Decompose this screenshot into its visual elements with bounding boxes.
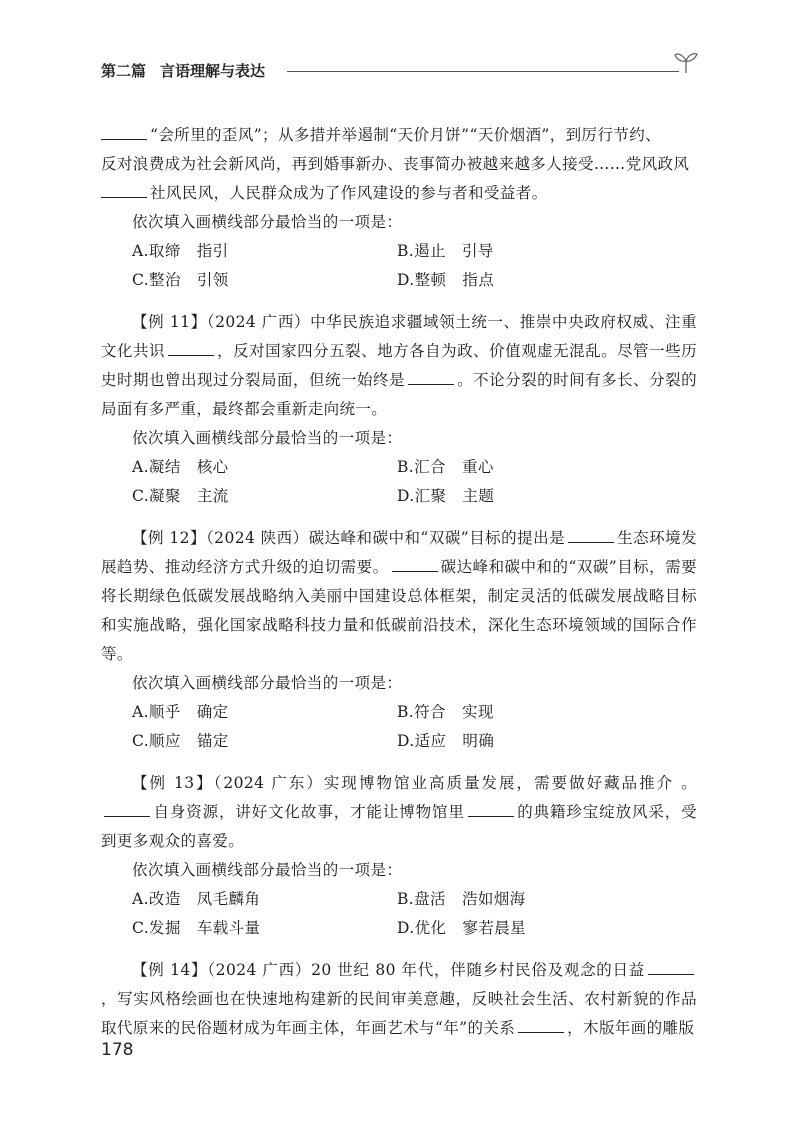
question-13 bbox=[101, 769, 697, 943]
option-c[interactable]: C.整治 引领 bbox=[132, 271, 229, 289]
fill-blank bbox=[104, 801, 150, 817]
question-prompt: 依次填入画横线部分最恰当的一项是： bbox=[132, 674, 403, 692]
fill-blank bbox=[392, 556, 438, 572]
option-a[interactable]: A.顺乎 确定 bbox=[132, 703, 229, 721]
question-prompt: 依次填入画横线部分最恰当的一项是： bbox=[132, 213, 403, 231]
option-b[interactable]: B.遏止 引导 bbox=[397, 242, 494, 260]
option-d[interactable]: D.优化 寥若晨星 bbox=[397, 919, 527, 937]
option-a[interactable]: A.改造 凤毛麟角 bbox=[132, 890, 261, 908]
running-header bbox=[101, 50, 701, 90]
question-stem: 【例 12】（2024 陕西）碳达峰和碳中和“双碳”目标的提出是 生态环境发展趋势、推动经济方式升级的迫切需要。 碳达峰和碳中和的“双碳”目标，需要将长期绿色低碳发展战略纳入美丽中国建设总体框架，制定灵活的低碳发展战略目标和实施战略，强化国家战略科技力量和低碳前沿技术，深化生态环境领域的国际合作等。 bbox=[101, 529, 697, 663]
option-d[interactable]: D.适应 明确 bbox=[397, 732, 495, 750]
page-number: 178 bbox=[101, 1040, 134, 1060]
option-c[interactable]: C.发掘 车载斗量 bbox=[132, 919, 261, 937]
fill-blank bbox=[168, 340, 214, 356]
fill-blank bbox=[101, 124, 147, 140]
header-title bbox=[101, 60, 265, 81]
fill-blank bbox=[648, 959, 694, 975]
question-prompt: 依次填入画横线部分最恰当的一项是： bbox=[132, 429, 403, 447]
paragraph: 社风民风，人民群众成为了作风建设的参与者和受益者。 bbox=[101, 179, 697, 208]
option-b[interactable]: B.符合 实现 bbox=[397, 703, 494, 721]
option-a[interactable]: A.取缔 指引 bbox=[132, 242, 229, 260]
question-intro bbox=[101, 121, 697, 295]
header-part: 第二篇 bbox=[101, 62, 147, 80]
option-c[interactable]: C.凝聚 主流 bbox=[132, 487, 229, 505]
fill-blank bbox=[468, 801, 514, 817]
question-14 bbox=[101, 956, 697, 1043]
options bbox=[101, 698, 697, 756]
header-rule bbox=[287, 71, 679, 72]
question-12 bbox=[101, 524, 697, 756]
paragraph: “会所里的歪风”；从多措并举遏制“天价月饼”“天价烟酒”，到厉行节约、 bbox=[101, 121, 697, 150]
question-11 bbox=[101, 308, 697, 511]
header-chapter-title: 言语理解与表达 bbox=[160, 62, 266, 80]
options bbox=[101, 237, 697, 295]
option-d[interactable]: D.汇聚 主题 bbox=[397, 487, 495, 505]
paragraph: 反对浪费成为社会新风尚，再到婚事新办、丧事简办被越来越多人接受……党风政风 bbox=[101, 155, 690, 173]
options bbox=[101, 453, 697, 511]
question-stem: 【例 14】（2024 广西）20 世纪 80 年代，伴随乡村民俗及观念的日益，写实风格绘画也在快速地构建新的民间审美意趣，反映社会生活、农村新貌的作品取代原来的民俗题材成为年画主体，年画艺术与“年”的关系 ，木版年画的雕版 bbox=[101, 961, 697, 1037]
question-prompt: 依次填入画横线部分最恰当的一项是： bbox=[132, 861, 403, 879]
fill-blank bbox=[518, 1017, 564, 1033]
options bbox=[101, 885, 697, 943]
option-a[interactable]: A.凝结 核心 bbox=[132, 458, 229, 476]
question-stem: 【例 13】（2024 广东）实现博物馆业高质量发展，需要做好藏品推介 。自身资源，讲好文化故事，才能让博物馆里 的典籍珍宝绽放风采，受到更多观众的喜爱。 bbox=[101, 774, 698, 850]
question-stem: 【例 11】（2024 广西）中华民族追求疆域领土统一、推崇中央政府权威、注重文化共识 ，反对国家四分五裂、地方各自为政、价值观虚无混乱。尽管一些历史时期也曾出现过分裂局面，但统一始终是 。不论分裂的时间有多长、分裂的局面有多严重，最终都会重新走向统一。 bbox=[101, 313, 697, 418]
option-c[interactable]: C.顺应 锚定 bbox=[132, 732, 229, 750]
option-b[interactable]: B.盘活 浩如烟海 bbox=[397, 890, 526, 908]
page-content bbox=[101, 121, 697, 1043]
option-b[interactable]: B.汇合 重心 bbox=[397, 458, 494, 476]
sprout-icon bbox=[673, 50, 699, 74]
fill-blank bbox=[101, 182, 147, 198]
fill-blank bbox=[408, 369, 454, 385]
option-d[interactable]: D.整顿 指点 bbox=[397, 271, 495, 289]
fill-blank bbox=[568, 527, 614, 543]
